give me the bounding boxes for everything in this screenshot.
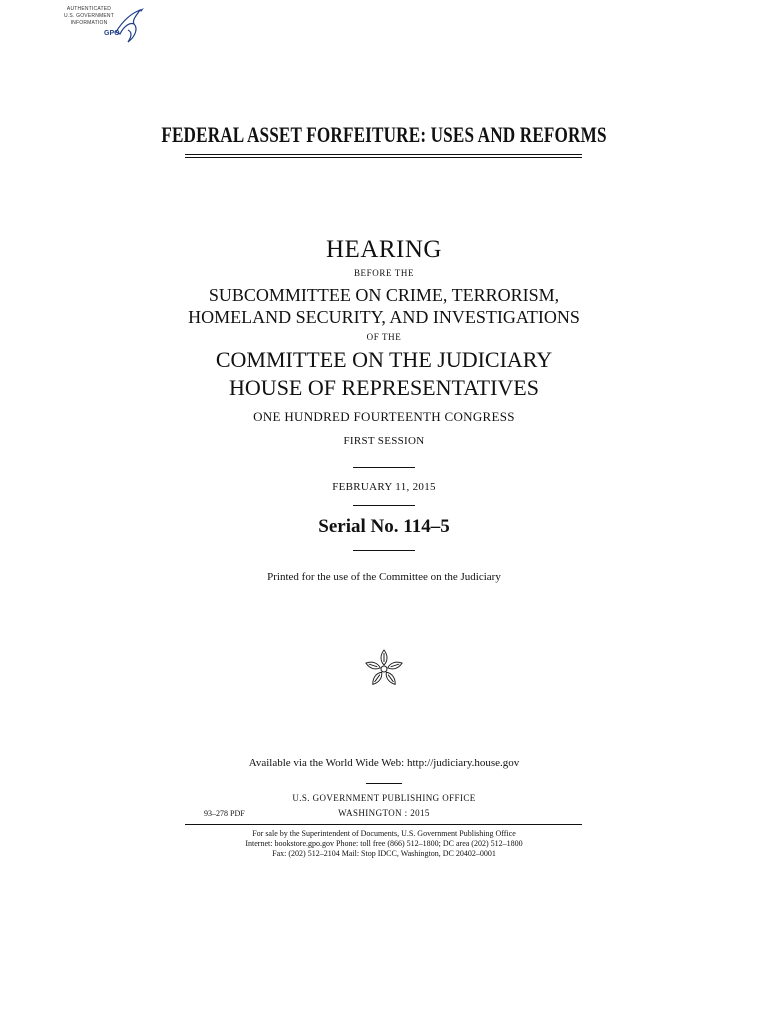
congress-label: ONE HUNDRED FOURTEENTH CONGRESS bbox=[253, 409, 515, 424]
footer-rule bbox=[185, 824, 582, 825]
sale-info-line-2: Internet: bookstore.gpo.gov Phone: toll free (866) 512–1800; DC area (202) 512–1800 bbox=[245, 839, 523, 848]
divider-rule-4 bbox=[366, 783, 402, 784]
gpo-ornament-icon bbox=[363, 648, 405, 690]
divider-rule-3 bbox=[353, 550, 415, 551]
title-rule-bottom bbox=[185, 157, 582, 158]
committee-line-1: COMMITTEE ON THE JUDICIARY bbox=[215, 347, 553, 372]
hearing-date: FEBRUARY 11, 2015 bbox=[332, 481, 436, 493]
divider-rule-2 bbox=[353, 505, 415, 506]
pdf-number: 93–278 PDF bbox=[204, 809, 245, 818]
seal-text-line-3: INFORMATION bbox=[70, 20, 108, 26]
hearing-heading: HEARING bbox=[326, 236, 442, 263]
printed-for-note: Printed for the use of the Committee on the Judiciary bbox=[267, 571, 501, 583]
serial-number: Serial No. 114–5 bbox=[318, 516, 450, 537]
divider-rule-1 bbox=[353, 467, 415, 468]
sale-info-line-3: Fax: (202) 512–2104 Mail: Stop IDCC, Washington, DC 20402–0001 bbox=[272, 849, 496, 858]
subcommittee-line-2: HOMELAND SECURITY, AND INVESTIGATIONS bbox=[188, 307, 580, 327]
publisher-office: U.S. GOVERNMENT PUBLISHING OFFICE bbox=[292, 793, 476, 803]
document-title: FEDERAL ASSET FORFEITURE: USES AND REFORMS bbox=[161, 122, 607, 147]
committee-line-2: HOUSE OF REPRESENTATIVES bbox=[229, 375, 539, 400]
seal-text-line-1: AUTHENTICATED bbox=[66, 6, 112, 12]
publisher-location: WASHINGTON : 2015 bbox=[338, 808, 430, 818]
seal-text-line-2: U.S. GOVERNMENT bbox=[64, 13, 114, 19]
seal-gpo-text: GPO bbox=[104, 30, 120, 37]
session-label: FIRST SESSION bbox=[343, 435, 425, 447]
availability-note: Available via the World Wide Web: http://judiciary.house.gov bbox=[248, 757, 520, 769]
of-the-label: OF THE bbox=[366, 332, 402, 342]
before-the-label: BEFORE THE bbox=[353, 268, 415, 278]
subcommittee-line-1: SUBCOMMITTEE ON CRIME, TERRORISM, bbox=[208, 285, 560, 305]
eagle-icon bbox=[110, 6, 146, 46]
gpo-authentication-seal bbox=[58, 4, 148, 48]
sale-info-line-1: For sale by the Superintendent of Documents, U.S. Government Publishing Office bbox=[252, 829, 516, 838]
title-rule-top bbox=[185, 154, 582, 155]
